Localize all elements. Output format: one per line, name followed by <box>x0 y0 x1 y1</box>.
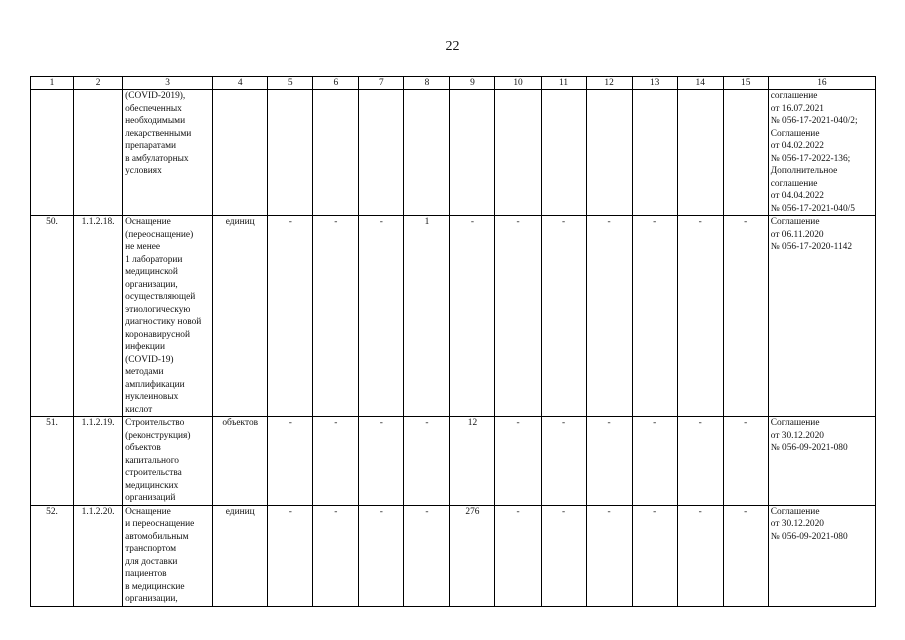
table-cell: - <box>677 216 723 417</box>
table-cell <box>213 90 268 216</box>
table-cell: - <box>677 417 723 506</box>
table-row <box>31 216 876 417</box>
header-cell-15: 15 <box>723 77 768 90</box>
table-cell: - <box>632 216 677 417</box>
table-cell: единиц <box>213 505 268 606</box>
table-cell <box>586 90 632 216</box>
table-cell <box>677 90 723 216</box>
table-cell <box>268 90 313 216</box>
table-cell <box>74 90 123 216</box>
table-cell: - <box>359 417 404 506</box>
indicator-name-cell: Строительство (реконструкция) объектов капитального строительства медицинских организаций <box>123 417 213 506</box>
table-cell <box>450 90 495 216</box>
table-cell: - <box>313 505 359 606</box>
agreement-cell: Соглашение от 06.11.2020 № 056-17-2020-1142 <box>768 216 875 417</box>
indicator-name-cell: (COVID-2019), обеспеченных необходимыми лекарственными препаратами в амбулаторных условиях <box>123 90 213 216</box>
table-cell: - <box>586 505 632 606</box>
table-cell <box>31 90 74 216</box>
table-cell: - <box>586 216 632 417</box>
header-row <box>31 77 876 90</box>
table-cell: - <box>723 505 768 606</box>
table-cell: - <box>359 216 404 417</box>
agreement-cell: Соглашение от 30.12.2020 № 056-09-2021-080 <box>768 505 875 606</box>
table-cell: 12 <box>450 417 495 506</box>
header-cell-14: 14 <box>677 77 723 90</box>
table-row <box>31 90 876 216</box>
table-cell: - <box>268 505 313 606</box>
indicator-name-cell: Оснащение и переоснащение автомобильным транспортом для доставки пациентов в медицинские организации, <box>123 505 213 606</box>
data-table <box>30 76 876 607</box>
header-cell-8: 8 <box>404 77 450 90</box>
table-cell: - <box>677 505 723 606</box>
table-cell: 276 <box>450 505 495 606</box>
indicator-name-cell: Оснащение (переоснащение) не менее 1 лаборатории медицинской организации, осуществляющей этиологическую диагностику новой коронавирусной инфекции (COVID-19) методами амплификации нуклеиновых кислот <box>123 216 213 417</box>
table-cell: 1 <box>404 216 450 417</box>
header-cell-1: 1 <box>31 77 74 90</box>
header-cell-16: 16 <box>768 77 875 90</box>
table-row <box>31 417 876 506</box>
header-cell-4: 4 <box>213 77 268 90</box>
page-number: 22 <box>445 39 460 54</box>
table-cell <box>359 90 404 216</box>
table-cell <box>495 90 541 216</box>
table-cell: объектов <box>213 417 268 506</box>
table-cell: - <box>313 216 359 417</box>
table-cell: - <box>723 216 768 417</box>
header-cell-7: 7 <box>359 77 404 90</box>
header-cell-13: 13 <box>632 77 677 90</box>
table-cell: - <box>495 505 541 606</box>
table-cell: 1.1.2.18. <box>74 216 123 417</box>
header-cell-9: 9 <box>450 77 495 90</box>
table-cell: - <box>404 417 450 506</box>
table-cell: 50. <box>31 216 74 417</box>
table-cell <box>541 90 586 216</box>
table-cell: - <box>404 505 450 606</box>
table-cell: 1.1.2.20. <box>74 505 123 606</box>
table-cell: 1.1.2.19. <box>74 417 123 506</box>
table-cell: - <box>586 417 632 506</box>
header-cell-11: 11 <box>541 77 586 90</box>
table-cell: - <box>313 417 359 506</box>
agreement-cell: соглашение от 16.07.2021 № 056-17-2021-040/2; Соглашение от 04.02.2022 № 056-17-2022-136; Дополнительное соглашение от 04.04.2022 № 056-17-2021-040/5 <box>768 90 875 216</box>
table-cell: - <box>359 505 404 606</box>
header-cell-6: 6 <box>313 77 359 90</box>
table-cell: - <box>450 216 495 417</box>
table-cell: - <box>632 505 677 606</box>
table-cell <box>723 90 768 216</box>
table-cell <box>404 90 450 216</box>
table-cell: 52. <box>31 505 74 606</box>
header-cell-3: 3 <box>123 77 213 90</box>
table-cell: - <box>495 216 541 417</box>
table-cell: - <box>541 417 586 506</box>
header-cell-2: 2 <box>74 77 123 90</box>
table-cell: - <box>268 216 313 417</box>
table-cell <box>313 90 359 216</box>
table-cell: - <box>268 417 313 506</box>
table-row <box>31 505 876 606</box>
table-cell <box>632 90 677 216</box>
agreement-cell: Соглашение от 30.12.2020 № 056-09-2021-080 <box>768 417 875 506</box>
header-cell-5: 5 <box>268 77 313 90</box>
table-cell: - <box>723 417 768 506</box>
table-cell: - <box>632 417 677 506</box>
header-cell-10: 10 <box>495 77 541 90</box>
table-cell: - <box>541 216 586 417</box>
table-cell: - <box>541 505 586 606</box>
table-cell: 51. <box>31 417 74 506</box>
header-cell-12: 12 <box>586 77 632 90</box>
table-cell: единиц <box>213 216 268 417</box>
table-cell: - <box>495 417 541 506</box>
